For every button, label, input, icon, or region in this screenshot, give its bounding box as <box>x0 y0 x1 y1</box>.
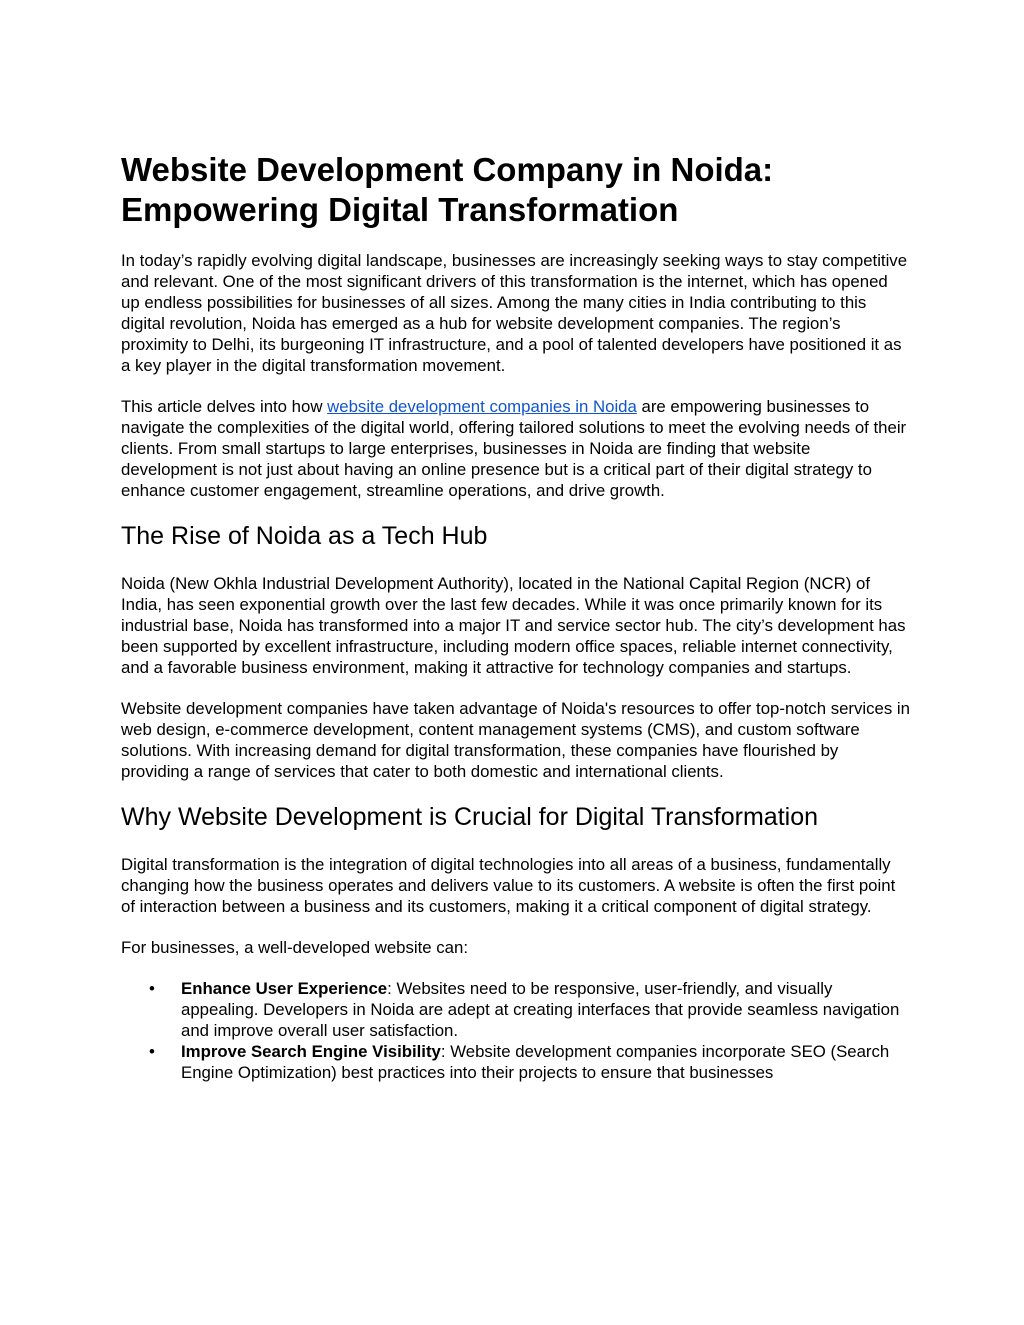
list-item-text: : Websites need to be responsive, user-friendly, and visually appealing. Developers in Noida are adept at creating interfaces that provide seamless navigation and improve overall user satisfaction. <box>181 979 900 1040</box>
section-heading-tech-hub: The Rise of Noida as a Tech Hub <box>121 522 488 550</box>
why-paragraph-1: Digital transformation is the integration of digital technologies into all areas of a business, fundamentally changing how the business operates and delivers value to its customers. A website is often the first point of interaction between a business and its customers, making it a critical component of digital strategy. <box>121 855 896 916</box>
tech-hub-paragraph-2: Website development companies have taken advantage of Noida's resources to offer top-notch services in web design, e-commerce development, content management systems (CMS), and custom software solutions. With increasing demand for digital transformation, these companies have flourished by providing a range of services that cater to both domestic and international clients. <box>121 699 910 781</box>
intro-paragraph-2 <box>121 396 911 501</box>
list-item-text: : Website development companies incorporate SEO (Search Engine Optimization) best practices into their projects to ensure that businesses <box>181 1042 890 1082</box>
section-heading-why-website-development: Why Website Development is Crucial for Digital Transformation <box>121 803 819 831</box>
list-item-term: Improve Search Engine Visibility <box>181 1042 441 1061</box>
intro-p2-text-before: This article delves into how <box>121 397 328 416</box>
document-page <box>121 150 911 1083</box>
intro-p2-text-after: are empowering businesses to navigate the complexities of the digital world, offering tailored solutions to meet the evolving needs of their clients. From small startups to large enterprises, businesses in Noida are finding that website development is not just about having an online presence but is a critical part of their digital strategy to enhance customer engagement, streamline operations, and drive growth. <box>121 397 907 500</box>
list-item <box>121 978 911 1041</box>
list-item <box>121 1041 911 1083</box>
bullet-icon: • <box>149 1042 155 1061</box>
website-development-companies-link[interactable]: website development companies in Noida <box>327 397 637 416</box>
tech-hub-paragraph-1: Noida (New Okhla Industrial Development Authority), located in the National Capital Region (NCR) of India, has seen exponential growth over the last few decades. While it was once primarily known for its industrial base, Noida has transformed into a major IT and service sector hub. The city’s development has been supported by excellent infrastructure, including modern office spaces, reliable internet connectivity, and a favorable business environment, making it attractive for technology companies and startups. <box>121 574 906 677</box>
why-paragraph-2: For businesses, a well-developed website can: <box>121 938 468 957</box>
benefits-list <box>121 978 911 1083</box>
bullet-icon: • <box>149 979 155 998</box>
intro-paragraph-1: In today’s rapidly evolving digital landscape, businesses are increasingly seeking ways to stay competitive and relevant. One of the most significant drivers of this transformation is the internet, which has opened up endless possibilities for businesses of all sizes. Among the many cities in India contributing to this digital revolution, Noida has emerged as a hub for website development companies. The region’s proximity to Delhi, its burgeoning IT infrastructure, and a pool of talented developers have positioned it as a key player in the digital transformation movement. <box>121 251 908 375</box>
page-title: Website Development Company in Noida: Empowering Digital Transformation <box>121 151 774 228</box>
list-item-term: Enhance User Experience <box>181 979 388 998</box>
